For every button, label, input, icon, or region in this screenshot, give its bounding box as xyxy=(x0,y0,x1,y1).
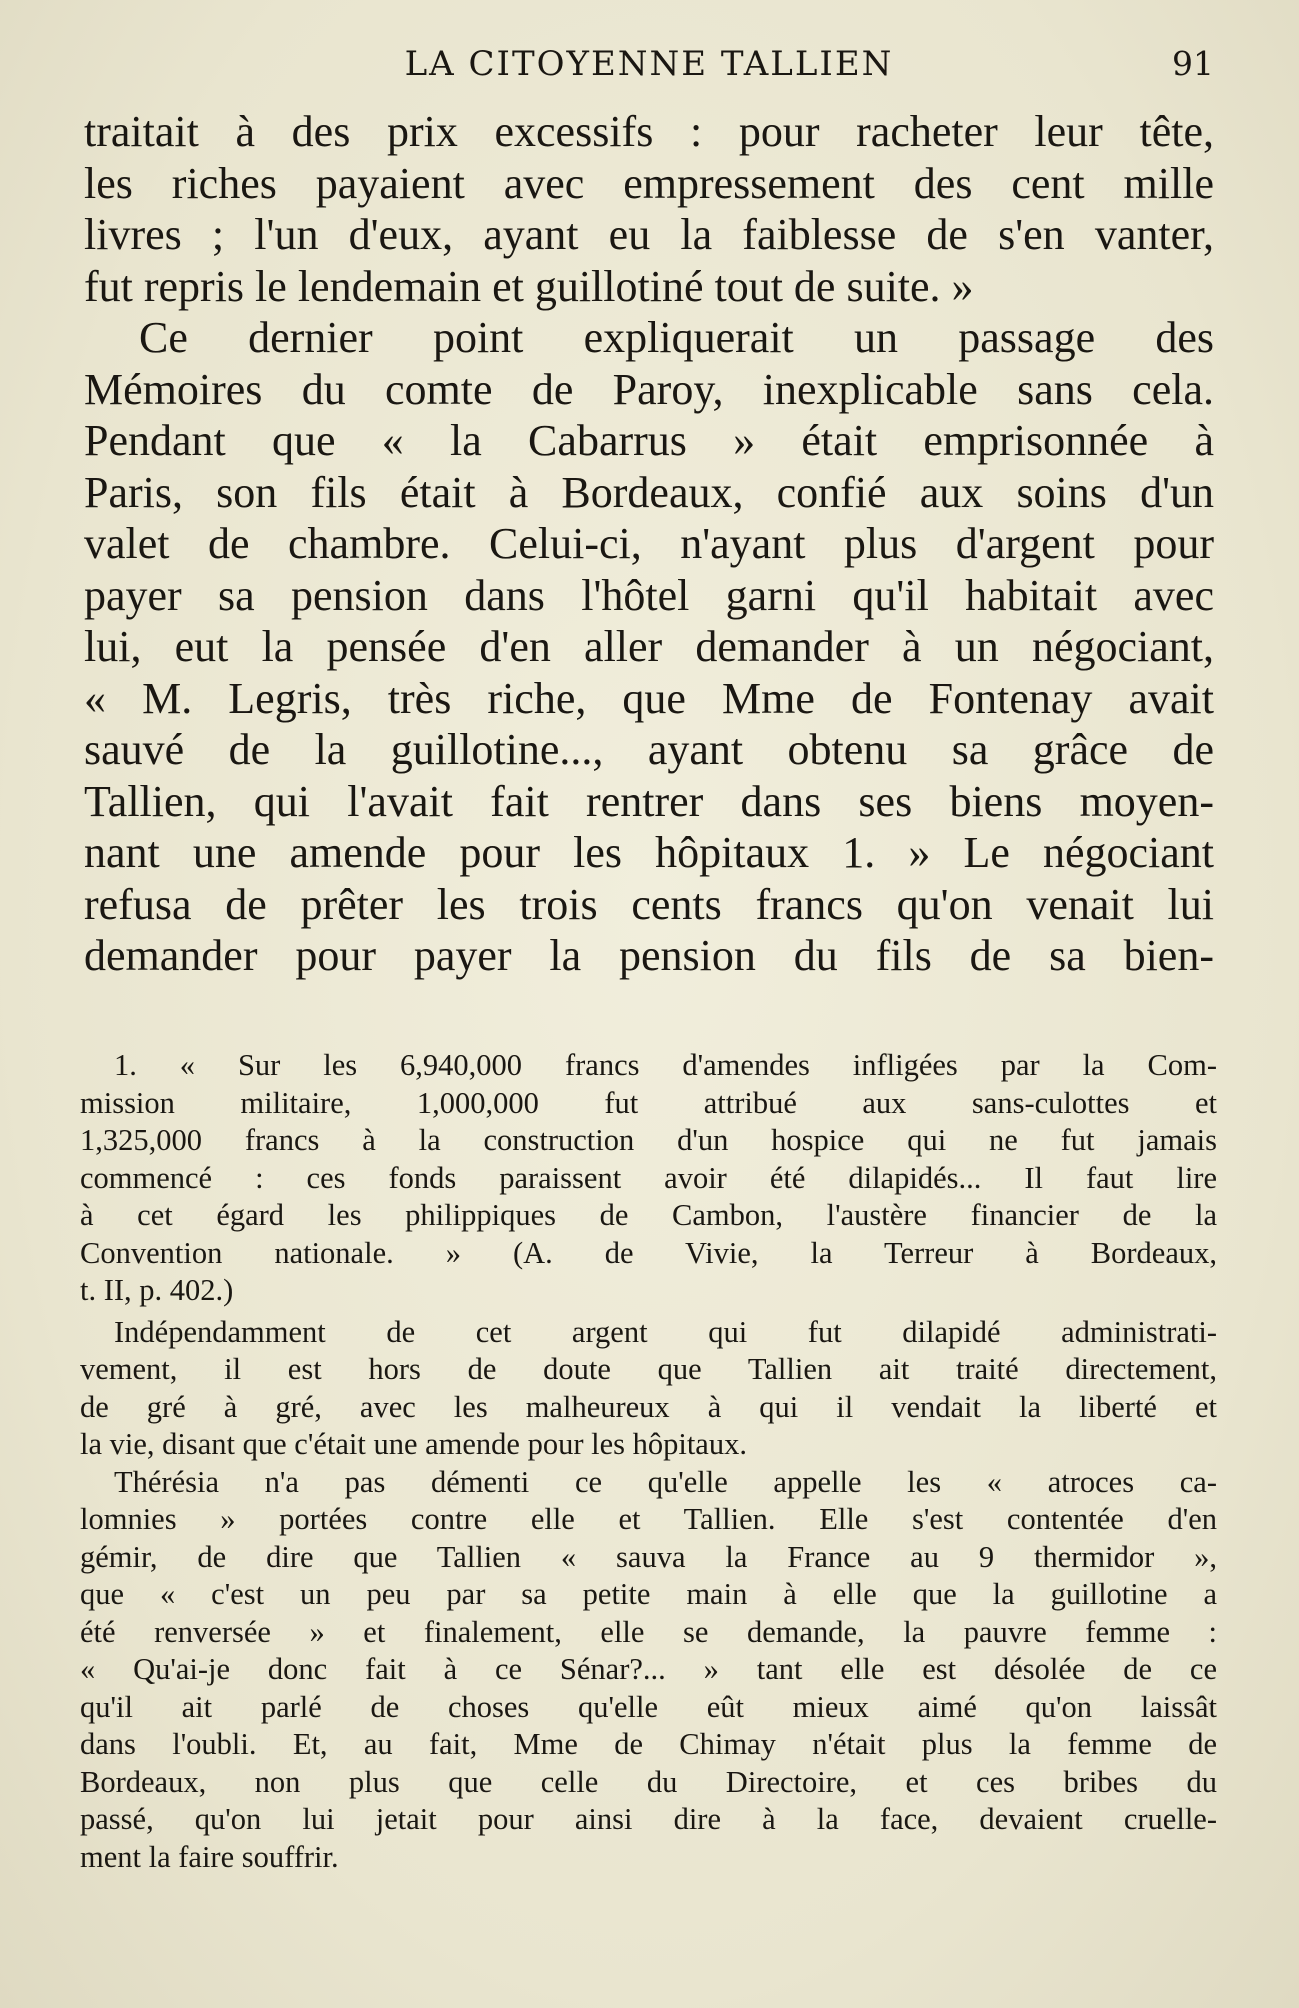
body-line: Mémoires du comte de Paroy, inexplicable sans cela. xyxy=(84,364,1214,414)
footnote-line: t. II, p. 402.) xyxy=(80,1273,234,1307)
body-line: Paris, son fils était à Bordeaux, confié aux soins d'un xyxy=(84,467,1214,517)
footnote-line: gémir, de dire que Tallien « sauva la France au 9 thermidor », xyxy=(80,1539,1217,1574)
footnote-line: commencé : ces fonds paraissent avoir été dilapidés... Il faut lire xyxy=(80,1160,1217,1195)
footnote-line: Bordeaux, non plus que celle du Directoire, et ces bribes du xyxy=(80,1764,1217,1799)
body-line: demander pour payer la pension du fils de sa bien- xyxy=(84,931,1214,980)
body-text xyxy=(84,106,1214,982)
body-line: fut repris le lendemain et guillotiné tout de suite. » xyxy=(84,261,974,311)
running-title: LA CITOYENNE TALLIEN xyxy=(404,44,894,84)
footnote-line: qu'il ait parlé de choses qu'elle eût mieux aimé qu'on laissât xyxy=(80,1689,1217,1724)
body-line: lui, eut la pensée d'en aller demander à un négociant, xyxy=(84,622,1214,671)
footnote-line: dans l'oubli. Et, au fait, Mme de Chimay n'était plus la femme de xyxy=(80,1727,1217,1761)
footnote-line: lomnies » portées contre elle et Tallien. Elle s'est contentée d'en xyxy=(80,1502,1217,1536)
footnote-line: vement, il est hors de doute que Tallien ait traité directement, xyxy=(80,1352,1217,1386)
body-line: payer sa pension dans l'hôtel garni qu'il habitait avec xyxy=(84,570,1214,620)
body-line: Pendant que « la Cabarrus » était emprisonnée à xyxy=(84,416,1214,465)
footnote-line: été renversée » et finalement, elle se demande, la pauvre femme : xyxy=(80,1614,1217,1649)
running-head xyxy=(84,44,1214,94)
footnote-line: 1. « Sur les 6,940,000 francs d'amendes infligées par la Com- xyxy=(114,1048,1217,1082)
body-line: nant une amende pour les hôpitaux 1. » Le négociant xyxy=(84,828,1214,877)
footnote-line: que « c'est un peu par sa petite main à elle que la guillotine a xyxy=(80,1577,1217,1611)
footnote-line: mission militaire, 1,000,000 fut attribué aux sans-culottes et xyxy=(80,1085,1217,1120)
body-line: « M. Legris, très riche, que Mme de Fontenay avait xyxy=(84,673,1214,723)
body-line: sauvé de la guillotine..., ayant obtenu sa grâce de xyxy=(84,725,1214,774)
body-line: les riches payaient avec empressement des cent mille xyxy=(84,158,1214,208)
body-line: refusa de prêter les trois cents francs qu'on venait lui xyxy=(84,879,1214,929)
footnote-line: la vie, disant que c'était une amende pour les hôpitaux. xyxy=(80,1427,747,1461)
footnote-line: 1,325,000 francs à la construction d'un hospice qui ne fut jamais xyxy=(80,1123,1217,1157)
footnotes xyxy=(80,1047,1217,1876)
footnote-line: Convention nationale. » (A. de Vivie, la Terreur à Bordeaux, xyxy=(80,1235,1217,1270)
footnote-line: ment la faire souffrir. xyxy=(80,1839,339,1874)
body-line: Ce dernier point expliquerait un passage des xyxy=(139,313,1214,362)
page-number: 91 xyxy=(1172,44,1214,83)
footnote-line: Thérésia n'a pas démenti ce qu'elle appelle les « atroces ca- xyxy=(114,1464,1217,1499)
body-line: livres ; l'un d'eux, ayant eu la faiblesse de s'en vanter, xyxy=(84,210,1214,259)
body-line: valet de chambre. Celui-ci, n'ayant plus d'argent pour xyxy=(84,519,1214,568)
body-line: Tallien, qui l'avait fait rentrer dans ses biens moyen- xyxy=(84,776,1214,826)
footnote-line: « Qu'ai-je donc fait à ce Sénar?... » tant elle est désolée de ce xyxy=(80,1652,1217,1686)
footnote-line: Indépendamment de cet argent qui fut dilapidé administrati- xyxy=(114,1314,1217,1349)
footnote-line: passé, qu'on lui jetait pour ainsi dire à la face, devaient cruelle- xyxy=(80,1802,1217,1836)
footnote-line: à cet égard les philippiques de Cambon, l'austère financier de la xyxy=(80,1198,1217,1232)
footnote-line: de gré à gré, avec les malheureux à qui il vendait la liberté et xyxy=(80,1389,1217,1424)
body-line: traitait à des prix excessifs : pour racheter leur tête, xyxy=(84,107,1214,156)
